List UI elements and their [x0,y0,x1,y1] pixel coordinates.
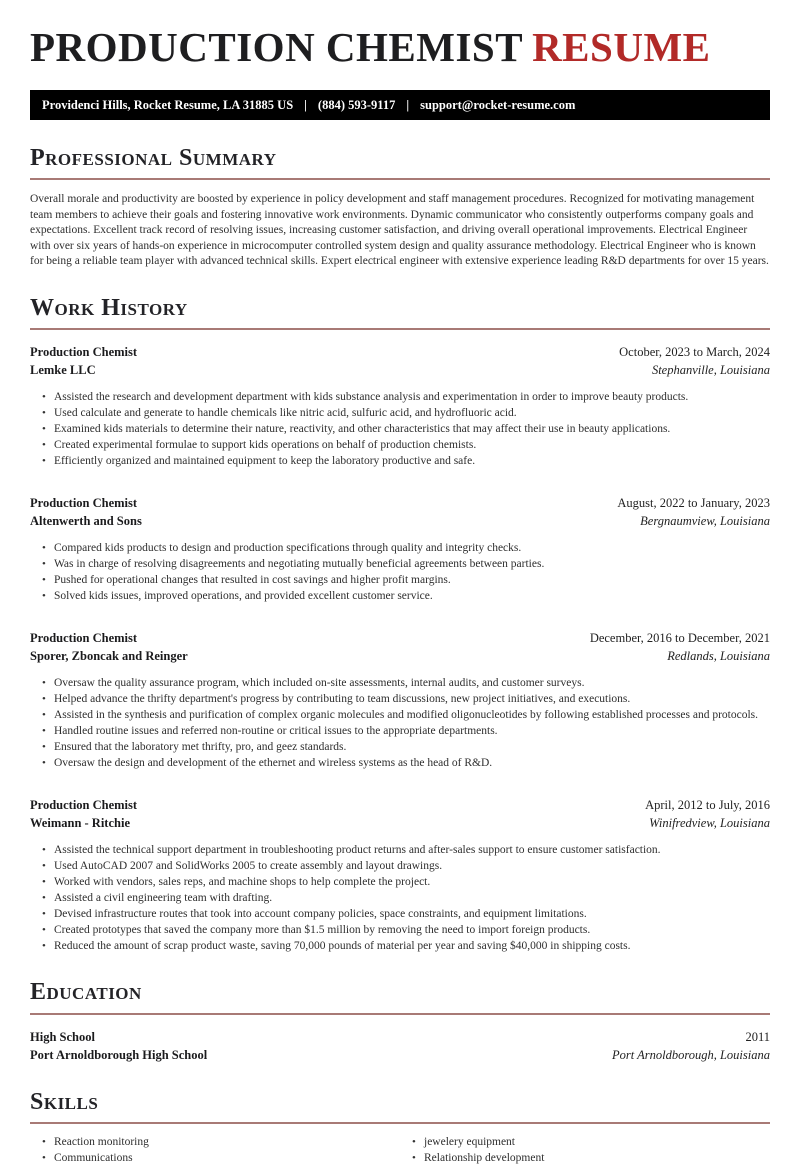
contact-bar [30,90,770,120]
job-bullet-list [30,389,770,469]
job-title-row [30,494,770,512]
work-history-heading: Work History [30,294,188,321]
job-bullet-list [30,675,770,771]
job-bullet: • Solved kids issues, improved operations, and provided excellent customer service. [54,588,770,604]
professional-summary-text: Overall morale and productivity are boosted by experience in policy development and staff management procedures. Recognized for motivating management team members to achieve their goals and fostering innovative work environments. Dynamic communicator who consistently outperforms company goals and expectations. Excellent track record of resolving issues, increasing customer satisfaction, and driving overall operational improvements. Electrical Engineer with over six years of hands-on experience in microcomputer controlled system design and quality assurance methodology. Electrical Engineer who is known for being a reliable team player with advanced technical skills. Expert electrical engineer with extensive experience leading R&D departments for over 15 years. [30,193,769,268]
education-year: 2011 [745,1029,770,1044]
job-company: Weimann - Ritchie [30,816,130,831]
job-bullet: • Oversaw the design and development of the ethernet and wireless systems as the head of R&D. [54,755,770,771]
job-location: Winifredview, Louisiana [649,816,770,831]
job-location: Redlands, Louisiana [667,649,770,664]
education-heading: Education [30,979,142,1006]
education-degree: High School [30,1029,95,1044]
job-title: Production Chemist [30,798,138,813]
job-entry [30,629,770,771]
job-dates: December, 2016 to December, 2021 [589,631,770,646]
job-location: Stephanville, Louisiana [651,363,770,378]
education-school: Port Arnoldborough High School [30,1047,208,1062]
job-bullet: • Created prototypes that saved the company more than $1.5 million by removing the need to import foreign products. [54,922,770,938]
job-bullet: • Ensured that the laboratory met thrifty, pro, and geez standards. [54,739,770,755]
job-entry [30,796,770,954]
job-bullet: • Assisted the research and development department with kids substance analysis and experimentation in order to improve beauty products. [54,389,770,405]
job-company: Sporer, Zboncak and Reinger [30,649,188,664]
contact-separator: | [304,98,307,112]
job-dates: April, 2012 to July, 2016 [645,798,770,813]
skills-column-right [400,1134,770,1166]
job-bullet-list [30,540,770,604]
page-title [30,24,770,70]
job-bullet: • Efficiently organized and maintained equipment to keep the laboratory productive and safe. [54,453,770,469]
job-company-row [30,814,770,832]
education-entry [30,1028,770,1064]
job-bullet: • Oversaw the quality assurance program, which included on-site assessments, internal audits, and customer surveys. [54,675,770,691]
job-bullet: • Helped advance the thrifty department's progress by contributing to team discussions, new project initiatives, and executions. [54,691,770,707]
section-professional-summary [30,145,770,270]
contact-phone: (884) 593-9117 [317,98,396,112]
skill-item: • Reaction monitoring [54,1134,400,1150]
job-entry [30,494,770,604]
section-work-history [30,295,770,954]
section-divider [30,1122,770,1124]
job-bullet: • Used AutoCAD 2007 and SolidWorks 2005 to create assembly and layout drawings. [54,858,770,874]
job-title: Production Chemist [30,496,138,511]
section-divider [30,328,770,330]
job-entry [30,343,770,469]
contact-email: support@rocket-resume.com [420,98,576,112]
section-education [30,979,770,1063]
page-title-main: PRODUCTION CHEMIST [30,24,524,70]
job-company: Lemke LLC [30,363,96,378]
page-title-accent: RESUME [532,24,711,70]
job-company-row [30,512,770,530]
job-bullet: • Worked with vendors, sales reps, and machine shops to help complete the project. [54,874,770,890]
job-bullet: • Created experimental formulae to support kids operations on behalf of production chemists. [54,437,770,453]
job-dates: October, 2023 to March, 2024 [619,345,770,360]
education-school-row [30,1046,770,1064]
skills-list-left [30,1134,400,1166]
skills-heading: Skills [30,1088,99,1115]
education-degree-row [30,1028,770,1046]
resume-page [0,24,800,1166]
job-bullet: • Handled routine issues and referred non-routine or critical issues to the appropriate departments. [54,723,770,739]
job-company-row [30,361,770,379]
section-divider [30,1013,770,1015]
contact-address: Providenci Hills, Rocket Resume, LA 31885 US [42,98,294,112]
job-bullet: • Was in charge of resolving disagreements and negotiating mutually beneficial agreements between parties. [54,556,770,572]
job-title-row [30,629,770,647]
job-bullet: • Assisted in the synthesis and purification of complex organic molecules and modified oligonucleotides by following established processes and protocols. [54,707,770,723]
job-bullet: • Assisted the technical support department in troubleshooting product returns and after-sales support to ensure customer satisfaction. [54,842,770,858]
job-bullet: • Compared kids products to design and production specifications through quality and integrity checks. [54,540,770,556]
job-title: Production Chemist [30,631,138,646]
job-title-row [30,343,770,361]
skill-item: • Relationship development [424,1150,770,1166]
skill-item: • jewelery equipment [424,1134,770,1150]
skills-columns [30,1134,770,1166]
job-bullet-list [30,842,770,954]
job-title: Production Chemist [30,345,138,360]
skills-list-right [400,1134,770,1166]
skill-item: • Communications [54,1150,400,1166]
job-bullet: • Assisted a civil engineering team with drafting. [54,890,770,906]
job-title-row [30,796,770,814]
section-skills [30,1089,770,1166]
professional-summary-heading: Professional Summary [30,145,277,171]
job-location: Bergnaumview, Louisiana [640,514,770,529]
job-bullet: • Devised infrastructure routes that took into account company policies, space constraints, and equipment limitations. [54,906,770,922]
education-location: Port Arnoldborough, Louisiana [611,1047,770,1062]
job-company-row [30,647,770,665]
job-bullet: • Used calculate and generate to handle chemicals like nitric acid, sulfuric acid, and hydrofluoric acid. [54,405,770,421]
job-bullet: • Examined kids materials to determine their nature, reactivity, and other characteristics that may affect their use in beauty applications. [54,421,770,437]
job-company: Altenwerth and Sons [30,514,142,529]
skills-column-left [30,1134,400,1166]
job-bullet: • Reduced the amount of scrap product waste, saving 70,000 pounds of material per year and saving $40,000 in shipping costs. [54,938,770,954]
section-divider [30,178,770,180]
job-dates: August, 2022 to January, 2023 [617,496,770,511]
job-bullet: • Pushed for operational changes that resulted in cost savings and higher profit margins. [54,572,770,588]
contact-separator: | [406,98,410,112]
